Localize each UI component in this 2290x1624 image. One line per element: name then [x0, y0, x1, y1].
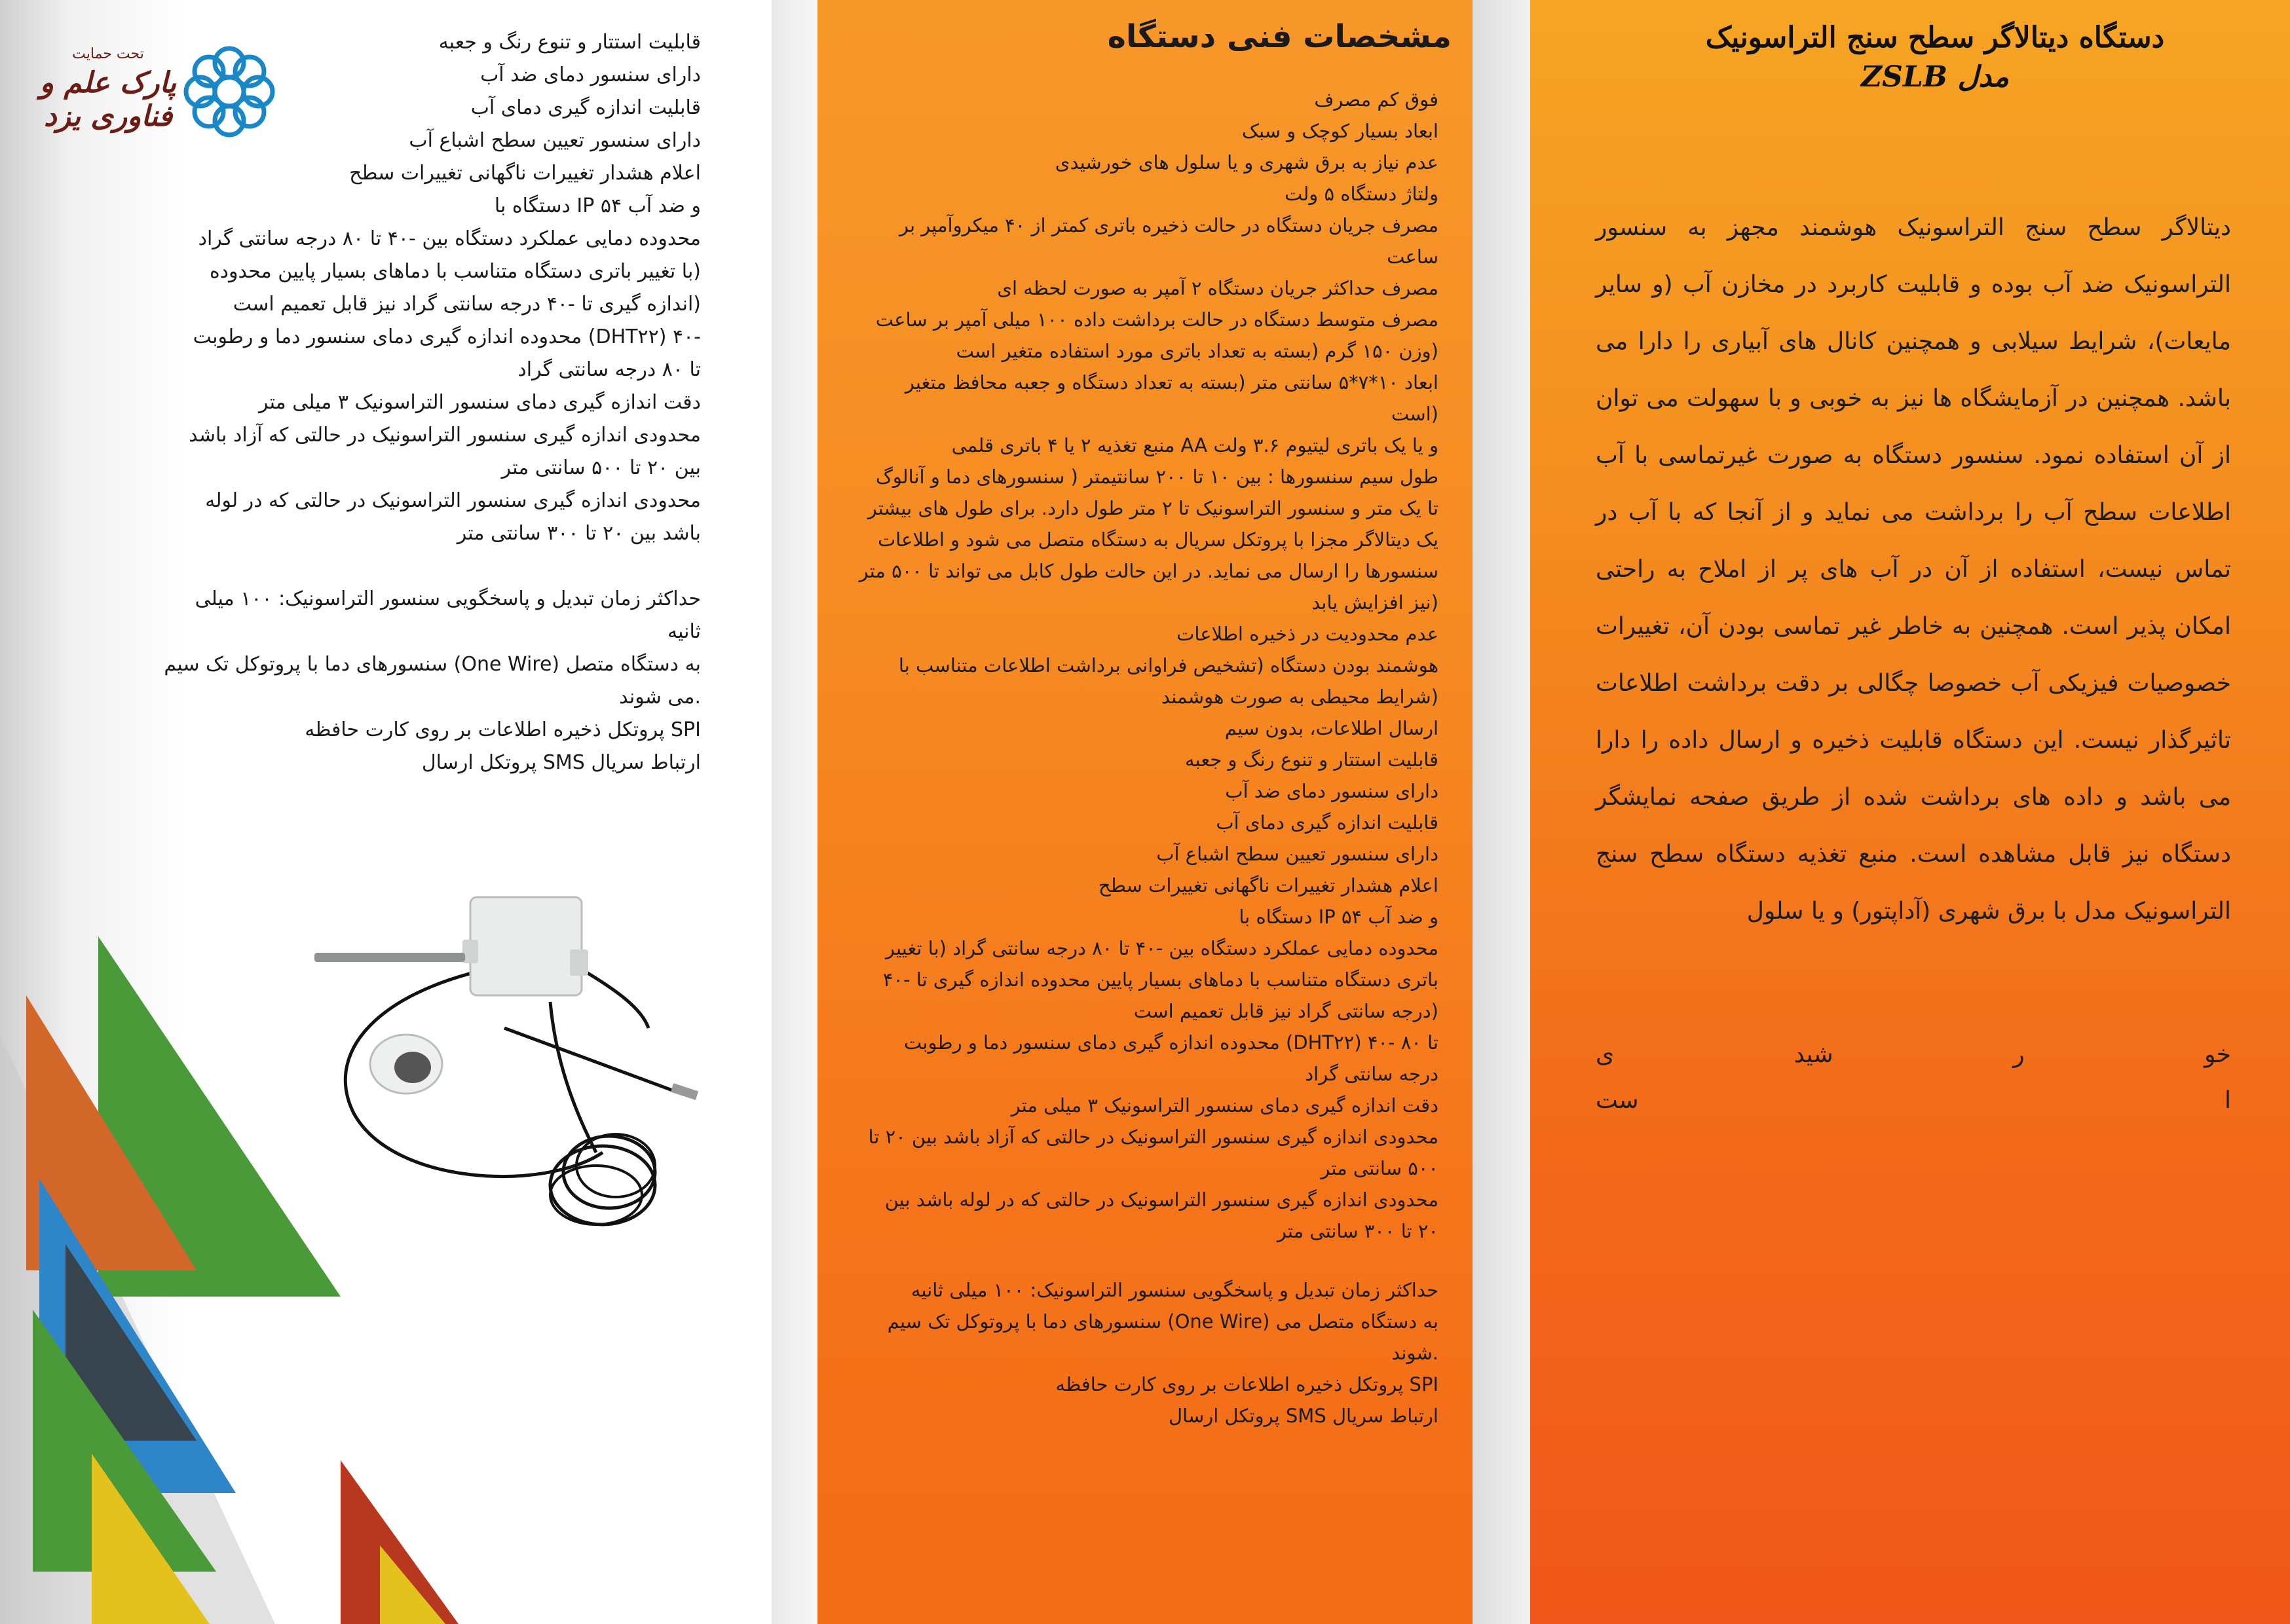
spec-item: محدودی اندازه گیری سنسور التراسونیک در حالتی که در لوله باشد بین [884, 1189, 1438, 1211]
spec-item: ارتباط سریال SMS پروتکل ارسال [1169, 1405, 1438, 1427]
spec-item: تا ۸۰ -۴۰ (DHT۲۲) محدوده اندازه گیری دمای سنسور دما و رطوبت [903, 1031, 1438, 1054]
spec-item: مصرف جریان دستگاه در حالت ذخیره باتری کمتر از ۴۰ میکروآمپر بر [899, 214, 1438, 236]
spec-item: تا ۸۰ درجه سانتی گراد [517, 358, 701, 381]
spec-item: اعلام هشدار تغییرات ناگهانی تغییرات سطح [349, 162, 701, 185]
spec-item: مصرف متوسط دستگاه در حالت برداشت داده ۱۰۰ میلی آمپر بر ساعت [875, 308, 1438, 331]
spec-spacer [823, 1247, 1438, 1274]
spec-item: و یا یک باتری لیتیوم ۳.۶ ولت AA منبع تغذیه ۲ یا ۴ باتری قلمی [951, 434, 1438, 456]
spec-item: ۲۰ تا ۳۰۰ سانتی متر [1277, 1220, 1438, 1242]
spec-item: SPI پروتکل ذخیره اطلاعات بر روی کارت حافظه [305, 718, 701, 741]
spec-item: محدودی اندازه گیری سنسور التراسونیک در حالتی که آزاد باشد بین ۲۰ تا [868, 1126, 1438, 1148]
tail-fragment: ست [1596, 1087, 1639, 1114]
spec-item: دارای سنسور دمای ضد آب [480, 64, 701, 86]
spec-item: ولتاژ دستگاه ۵ ولت [1284, 183, 1438, 205]
spec-item: (درجه سانتی گراد نیز قابل تعمیم است [1133, 1000, 1438, 1022]
left-panel [0, 0, 772, 1624]
spec-item: ابعاد بسیار کوچک و سبک [1242, 120, 1438, 142]
spec-item: ابعاد ۱۰*۷*۵ سانتی متر (بسته به تعداد دستگاه و جعبه محافظ متغیر [905, 371, 1438, 394]
tail-fragment: شید [1793, 1041, 1833, 1068]
right-panel [1530, 0, 2290, 1624]
spec-item: (شرایط محیطی به صورت هوشمند [1161, 686, 1438, 708]
spec-item: دقت اندازه گیری دمای سنسور التراسونیک ۳ میلی متر [1011, 1094, 1438, 1116]
spec-item: .می شوند [619, 686, 701, 709]
model-line: مدل ZSLB [1861, 60, 2009, 94]
brochure-title [1640, 18, 2230, 97]
spec-item: (است [1391, 403, 1438, 425]
spec-item: دارای سنسور تعیین سطح اشباع آب [409, 129, 701, 152]
spec-item: (اندازه گیری تا -۴۰ درجه سانتی گراد نیز قابل تعمیم است [233, 293, 701, 316]
spec-item: و ضد آب IP ۵۴ دستگاه با [1239, 906, 1438, 928]
spec-item: (با تغییر باتری دستگاه متناسب با دماهای بسیار پایین محدوده [209, 260, 701, 283]
spec-item: محدودی اندازه گیری سنسور التراسونیک در حالتی که آزاد باشد [189, 424, 701, 447]
spec-item: حداکثر زمان تبدیل و پاسخگویی سنسور التراسونیک: ۱۰۰ میلی [195, 587, 701, 610]
spec-item: قابلیت اندازه گیری دمای آب [470, 96, 701, 119]
spec-item: به دستگاه متصل (One Wire) سنسورهای دما با پروتوکل تک سیم [164, 653, 701, 676]
spec-item: یک دیتالاگر مجزا با پروتکل سریال به دستگاه متصل می شود و اطلاعات [878, 528, 1438, 551]
spec-item: محدوده دمایی عملکرد دستگاه بین -۴۰ تا ۸۰ درجه سانتی گراد (با تغییر [885, 937, 1438, 959]
spec-item: (وزن ۱۵۰ گرم (بسته به تعداد باتری مورد استفاده متغیر است [956, 340, 1438, 362]
spec-item: و ضد آب IP ۵۴ دستگاه با [494, 194, 701, 217]
spec-item: محدودی اندازه گیری سنسور التراسونیک در حالتی که در لوله [205, 489, 701, 512]
spec-item: حداکثر زمان تبدیل و پاسخگویی سنسور التراسونیک: ۱۰۰ میلی ثانیه [910, 1279, 1438, 1301]
title-line: دستگاه دیتالاگر سطح سنج التراسونیک [1705, 21, 2165, 54]
spec-item: .شوند [1391, 1342, 1438, 1364]
specs-title: مشخصات فنی دستگاه [1107, 18, 1452, 55]
spec-item: قابلیت استتار و تنوع رنگ و جعبه [438, 31, 701, 54]
middle-panel [817, 0, 1473, 1624]
tail-fragment: خو [2204, 1041, 2231, 1068]
spec-item: باشد بین ۲۰ تا ۳۰۰ سانتی متر [457, 522, 701, 545]
spec-item: عدم محدودیت در ذخیره اطلاعات [1176, 623, 1438, 645]
spec-item: ارتباط سریال SMS پروتکل ارسال [421, 751, 701, 774]
spec-item: SPI پروتکل ذخیره اطلاعات بر روی کارت حافظه [1055, 1373, 1438, 1395]
spec-item: هوشمند بودن دستگاه (تشخیص فراوانی برداشت اطلاعات متناسب با [898, 654, 1438, 676]
left-spec-list [124, 26, 701, 779]
spec-item: طول سیم سنسورها : بین ۱۰ تا ۲۰۰ سانتیمتر ( سنسورهای دما و آنالوگ [875, 466, 1438, 488]
spec-item: عدم نیاز به برق شهری و یا سلول های خورشیدی [1055, 151, 1438, 174]
spec-item: دقت اندازه گیری دمای سنسور التراسونیک ۳ میلی متر [259, 391, 701, 414]
tail-fragment: ر [2013, 1041, 2025, 1068]
spec-item: محدوده دمایی عملکرد دستگاه بین -۴۰ تا ۸۰ درجه سانتی گراد [198, 227, 701, 250]
spec-item: دارای سنسور تعیین سطح اشباع آب [1156, 843, 1438, 865]
spec-item: فوق کم مصرف [1314, 88, 1438, 111]
spec-item: ۵۰۰ سانتی متر [1321, 1157, 1438, 1179]
spec-item: ارسال اطلاعات، بدون سیم [1224, 717, 1438, 739]
spec-item: درجه سانتی گراد [1305, 1063, 1438, 1085]
spec-item: تا یک متر و سنسور التراسونیک تا ۲ متر طول دارد. برای طول های بیشتر [867, 497, 1438, 519]
spec-item: سنسورها را ارسال می نماید. در این حالت طول کابل می تواند تا ۵۰۰ متر [859, 560, 1438, 582]
fold-gap [772, 0, 817, 1624]
spec-item: ساعت [1387, 246, 1438, 268]
spec-item: اعلام هشدار تغییرات ناگهانی تغییرات سطح [1098, 874, 1438, 896]
intro-paragraph: دیتالاگر سطح سنج التراسونیک هوشمند مجهز به سنسور التراسونیک ضد آب بوده و قابلیت کاربرد در مخازن آب (و سایر مایعات)، شرایط سیلابی و همچنین کانال های آبیاری را دارا می باشد. همچنین در آزمایشگاه ها نیز به خوبی و با سهولت می توان از آن استفاده نمود. سنسور دستگاه به صورت غیرتماسی با آب اطلاعات سطح آب را برداشت می نماید و از آنجا که با آب در تماس نیست، استفاده از آن در آب های پر از املاح به راحتی امکان پذیر است. همچنین به خاطر غیر تماسی بودن آن، تغییرات خصوصیات فیزیکی آب خصوصا چگالی بر دقت برداشت اطلاعات تاثیرگذار نیست. این دستگاه قابلیت ذخیره و ارسال داده را دارا می باشد و داده های برداشت شده از طریق صفحه نمایشگر دستگاه نیز قابل مشاهده است. منبع تغذیه دستگاه سطح سنج التراسونیک مدل با برق شهری (آداپتور) و یا سلول [1596, 214, 2231, 925]
tail-line-1 [1596, 1032, 2231, 1078]
spec-item: دارای سنسور دمای ضد آب [1225, 780, 1438, 802]
spec-item: ثانیه [667, 620, 701, 643]
intro-tail [1596, 1032, 2231, 1124]
tail-line-2 [1596, 1078, 2231, 1124]
spec-item: باتری دستگاه متناسب با دماهای بسیار پایین محدوده اندازه گیری تا -۴۰ [882, 969, 1438, 991]
spec-item: (نیز افزایش یابد [1311, 591, 1438, 614]
spec-spacer [124, 550, 701, 583]
logo-caption: تحت حمایت [72, 46, 144, 62]
spec-item: قابلیت استتار و تنوع رنگ و جعبه [1185, 748, 1438, 771]
spec-item: قابلیت اندازه گیری دمای آب [1216, 811, 1438, 834]
fold-gap [1473, 0, 1530, 1624]
spec-item: به دستگاه متصل می (One Wire) سنسورهای دما با پروتوکل تک سیم [887, 1310, 1438, 1333]
tail-fragment: ی [1596, 1041, 1615, 1068]
spec-item: بین ۲۰ تا ۵۰۰ سانتی متر [501, 456, 701, 479]
tail-fragment: ا [2224, 1087, 2231, 1114]
spec-item: مصرف حداکثر جریان دستگاه ۲ آمپر به صورت لحظه ای [997, 277, 1438, 299]
datalogger-device-photo [308, 877, 740, 1270]
park-name: پارک علم و فناوری یزد [39, 66, 177, 133]
spec-item: -۴۰ (DHT۲۲) محدوده اندازه گیری دمای سنسور دما و رطوبت [193, 325, 701, 348]
middle-spec-list [823, 84, 1438, 1431]
